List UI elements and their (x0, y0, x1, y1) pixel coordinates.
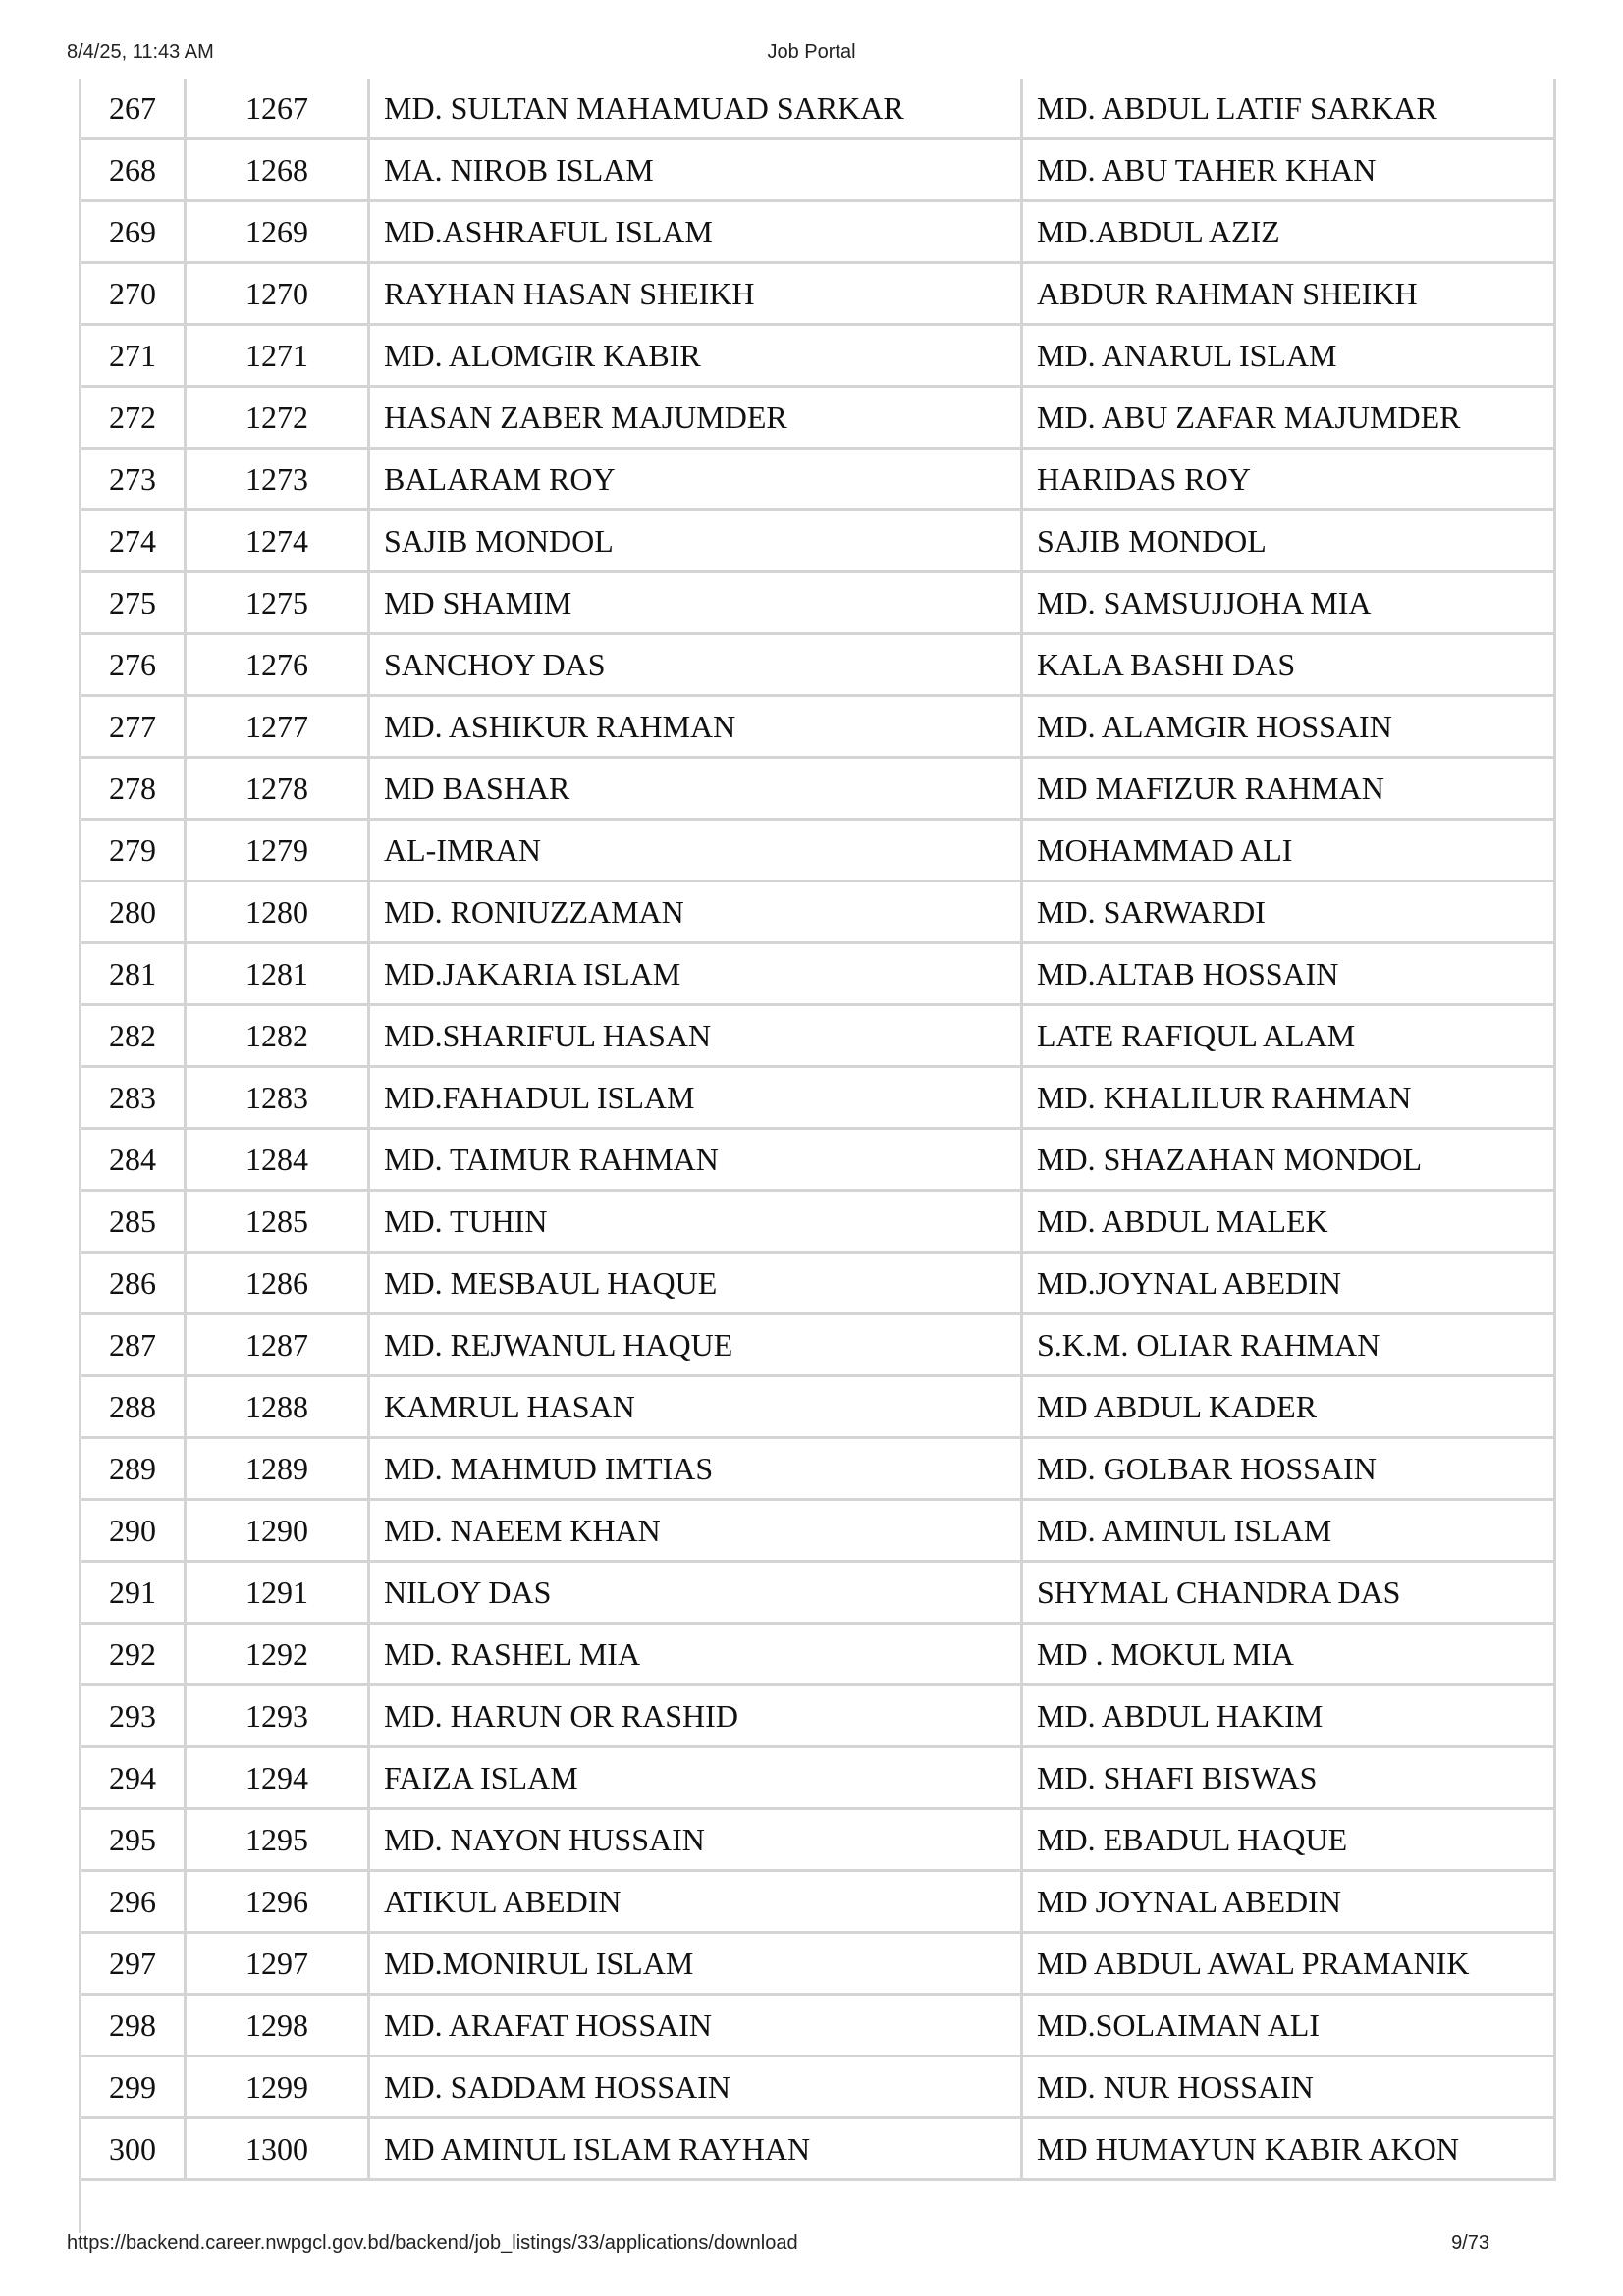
roll-cell: 1277 (187, 697, 370, 759)
serial-cell: 292 (79, 1625, 187, 1686)
applicant-name-cell: KAMRUL HASAN (370, 1377, 1023, 1439)
table-row (79, 1254, 1556, 1315)
roll-cell: 1283 (187, 1068, 370, 1130)
roll-cell: 1295 (187, 1810, 370, 1872)
father-name-cell: MD.ALTAB HOSSAIN (1023, 944, 1556, 1006)
serial-cell: 286 (79, 1254, 187, 1315)
applicant-table (79, 79, 1556, 2181)
serial-cell: 294 (79, 1748, 187, 1810)
father-name-cell: MD. GOLBAR HOSSAIN (1023, 1439, 1556, 1501)
roll-cell: 1297 (187, 1934, 370, 1996)
roll-cell: 1274 (187, 511, 370, 573)
applicant-name-cell: MD. ALOMGIR KABIR (370, 326, 1023, 388)
father-name-cell: MD.SOLAIMAN ALI (1023, 1996, 1556, 2057)
roll-cell: 1291 (187, 1563, 370, 1625)
father-name-cell: ABDUR RAHMAN SHEIKH (1023, 264, 1556, 326)
father-name-cell: MD. SARWARDI (1023, 882, 1556, 944)
applicant-name-cell: MD. SADDAM HOSSAIN (370, 2057, 1023, 2119)
roll-cell: 1278 (187, 759, 370, 821)
roll-cell: 1272 (187, 388, 370, 450)
father-name-cell: MD ABDUL AWAL PRAMANIK (1023, 1934, 1556, 1996)
father-name-cell: KALA BASHI DAS (1023, 635, 1556, 697)
father-name-cell: LATE RAFIQUL ALAM (1023, 1006, 1556, 1068)
serial-cell: 275 (79, 573, 187, 635)
father-name-cell: MD. NUR HOSSAIN (1023, 2057, 1556, 2119)
table-row (79, 2057, 1556, 2119)
applicant-table-body (79, 79, 1556, 2181)
serial-cell: 288 (79, 1377, 187, 1439)
roll-cell: 1279 (187, 821, 370, 882)
table-row (79, 202, 1556, 264)
father-name-cell: MD. SHAFI BISWAS (1023, 1748, 1556, 1810)
applicant-name-cell: MD.ASHRAFUL ISLAM (370, 202, 1023, 264)
page-title: Job Portal (767, 41, 856, 63)
table-row (79, 1006, 1556, 1068)
roll-cell: 1286 (187, 1254, 370, 1315)
roll-cell: 1270 (187, 264, 370, 326)
table-row (79, 1810, 1556, 1872)
father-name-cell: S.K.M. OLIAR RAHMAN (1023, 1315, 1556, 1377)
father-name-cell: MD . MOKUL MIA (1023, 1625, 1556, 1686)
table-row (79, 759, 1556, 821)
serial-cell: 270 (79, 264, 187, 326)
applicant-name-cell: MD. RASHEL MIA (370, 1625, 1023, 1686)
serial-cell: 283 (79, 1068, 187, 1130)
applicant-name-cell: MD BASHAR (370, 759, 1023, 821)
serial-cell: 298 (79, 1996, 187, 2057)
roll-cell: 1285 (187, 1192, 370, 1254)
applicant-name-cell: BALARAM ROY (370, 450, 1023, 511)
applicant-name-cell: MD SHAMIM (370, 573, 1023, 635)
applicant-name-cell: NILOY DAS (370, 1563, 1023, 1625)
table-row (79, 697, 1556, 759)
serial-cell: 281 (79, 944, 187, 1006)
father-name-cell: MD. ABU ZAFAR MAJUMDER (1023, 388, 1556, 450)
applicant-name-cell: MD. ASHIKUR RAHMAN (370, 697, 1023, 759)
roll-cell: 1299 (187, 2057, 370, 2119)
roll-cell: 1275 (187, 573, 370, 635)
applicant-name-cell: RAYHAN HASAN SHEIKH (370, 264, 1023, 326)
applicant-name-cell: MD.JAKARIA ISLAM (370, 944, 1023, 1006)
applicant-name-cell: MD. MAHMUD IMTIAS (370, 1439, 1023, 1501)
roll-cell: 1273 (187, 450, 370, 511)
table-row (79, 1501, 1556, 1563)
print-datetime: 8/4/25, 11:43 AM (67, 41, 214, 63)
serial-cell: 295 (79, 1810, 187, 1872)
roll-cell: 1276 (187, 635, 370, 697)
table-row (79, 1130, 1556, 1192)
table-row (79, 1439, 1556, 1501)
roll-cell: 1293 (187, 1686, 370, 1748)
roll-cell: 1271 (187, 326, 370, 388)
serial-cell: 273 (79, 450, 187, 511)
roll-cell: 1281 (187, 944, 370, 1006)
roll-cell: 1289 (187, 1439, 370, 1501)
father-name-cell: MD. EBADUL HAQUE (1023, 1810, 1556, 1872)
roll-cell: 1298 (187, 1996, 370, 2057)
table-row (79, 1068, 1556, 1130)
father-name-cell: MD. ABDUL MALEK (1023, 1192, 1556, 1254)
applicant-name-cell: ATIKUL ABEDIN (370, 1872, 1023, 1934)
roll-cell: 1294 (187, 1748, 370, 1810)
table-row (79, 140, 1556, 202)
serial-cell: 291 (79, 1563, 187, 1625)
serial-cell: 272 (79, 388, 187, 450)
father-name-cell: MD.ABDUL AZIZ (1023, 202, 1556, 264)
applicant-name-cell: MD. ARAFAT HOSSAIN (370, 1996, 1023, 2057)
serial-cell: 297 (79, 1934, 187, 1996)
serial-cell: 278 (79, 759, 187, 821)
father-name-cell: MD.JOYNAL ABEDIN (1023, 1254, 1556, 1315)
table-row (79, 388, 1556, 450)
father-name-cell: MD. SAMSUJJOHA MIA (1023, 573, 1556, 635)
page-number: 9/73 (1451, 2232, 1489, 2254)
applicant-name-cell: SAJIB MONDOL (370, 511, 1023, 573)
serial-cell: 285 (79, 1192, 187, 1254)
table-row (79, 1625, 1556, 1686)
serial-cell: 279 (79, 821, 187, 882)
table-row (79, 326, 1556, 388)
applicant-name-cell: SANCHOY DAS (370, 635, 1023, 697)
applicant-name-cell: MD. SULTAN MAHAMUAD SARKAR (370, 79, 1023, 140)
serial-cell: 269 (79, 202, 187, 264)
father-name-cell: MOHAMMAD ALI (1023, 821, 1556, 882)
applicant-name-cell: MD AMINUL ISLAM RAYHAN (370, 2119, 1023, 2181)
page-url: https://backend.career.nwpgcl.gov.bd/backend/job_listings/33/applications/download (67, 2232, 798, 2254)
roll-cell: 1292 (187, 1625, 370, 1686)
serial-cell: 284 (79, 1130, 187, 1192)
serial-cell: 289 (79, 1439, 187, 1501)
applicant-name-cell: MD.FAHADUL ISLAM (370, 1068, 1023, 1130)
table-row (79, 1996, 1556, 2057)
applicant-name-cell: MD. NAEEM KHAN (370, 1501, 1023, 1563)
father-name-cell: MD MAFIZUR RAHMAN (1023, 759, 1556, 821)
roll-cell: 1287 (187, 1315, 370, 1377)
roll-cell: 1288 (187, 1377, 370, 1439)
father-name-cell: MD JOYNAL ABEDIN (1023, 1872, 1556, 1934)
serial-cell: 271 (79, 326, 187, 388)
applicant-name-cell: MD.MONIRUL ISLAM (370, 1934, 1023, 1996)
applicant-name-cell: MA. NIROB ISLAM (370, 140, 1023, 202)
father-name-cell: MD. SHAZAHAN MONDOL (1023, 1130, 1556, 1192)
applicant-name-cell: MD. NAYON HUSSAIN (370, 1810, 1023, 1872)
print-header (67, 41, 1556, 71)
table-row (79, 79, 1556, 140)
applicant-name-cell: MD. REJWANUL HAQUE (370, 1315, 1023, 1377)
table-row (79, 2119, 1556, 2181)
father-name-cell: MD. KHALILUR RAHMAN (1023, 1068, 1556, 1130)
table-row (79, 1315, 1556, 1377)
serial-cell: 267 (79, 79, 187, 140)
father-name-cell: SHYMAL CHANDRA DAS (1023, 1563, 1556, 1625)
roll-cell: 1284 (187, 1130, 370, 1192)
serial-cell: 293 (79, 1686, 187, 1748)
father-name-cell: MD. ANARUL ISLAM (1023, 326, 1556, 388)
roll-cell: 1282 (187, 1006, 370, 1068)
applicant-table-container (79, 79, 1556, 2181)
serial-cell: 277 (79, 697, 187, 759)
father-name-cell: MD. ABU TAHER KHAN (1023, 140, 1556, 202)
roll-cell: 1296 (187, 1872, 370, 1934)
table-row (79, 944, 1556, 1006)
roll-cell: 1300 (187, 2119, 370, 2181)
roll-cell: 1280 (187, 882, 370, 944)
serial-cell: 274 (79, 511, 187, 573)
serial-cell: 296 (79, 1872, 187, 1934)
serial-cell: 287 (79, 1315, 187, 1377)
father-name-cell: MD HUMAYUN KABIR AKON (1023, 2119, 1556, 2181)
roll-cell: 1268 (187, 140, 370, 202)
serial-cell: 290 (79, 1501, 187, 1563)
father-name-cell: MD. ABDUL HAKIM (1023, 1686, 1556, 1748)
table-row (79, 511, 1556, 573)
table-row (79, 1192, 1556, 1254)
serial-cell: 276 (79, 635, 187, 697)
print-footer (67, 2232, 1556, 2262)
father-name-cell: SAJIB MONDOL (1023, 511, 1556, 573)
applicant-name-cell: AL-IMRAN (370, 821, 1023, 882)
table-row (79, 450, 1556, 511)
applicant-name-cell: MD. TUHIN (370, 1192, 1023, 1254)
table-row (79, 1563, 1556, 1625)
serial-cell: 282 (79, 1006, 187, 1068)
table-row (79, 264, 1556, 326)
applicant-name-cell: FAIZA ISLAM (370, 1748, 1023, 1810)
applicant-name-cell: MD. HARUN OR RASHID (370, 1686, 1023, 1748)
table-row (79, 882, 1556, 944)
serial-cell: 299 (79, 2057, 187, 2119)
table-row (79, 1377, 1556, 1439)
applicant-name-cell: HASAN ZABER MAJUMDER (370, 388, 1023, 450)
father-name-cell: MD. ALAMGIR HOSSAIN (1023, 697, 1556, 759)
table-row (79, 635, 1556, 697)
table-row (79, 1872, 1556, 1934)
applicant-name-cell: MD. TAIMUR RAHMAN (370, 1130, 1023, 1192)
roll-cell: 1267 (187, 79, 370, 140)
serial-cell: 280 (79, 882, 187, 944)
applicant-name-cell: MD. MESBAUL HAQUE (370, 1254, 1023, 1315)
applicant-name-cell: MD.SHARIFUL HASAN (370, 1006, 1023, 1068)
table-row (79, 1748, 1556, 1810)
serial-cell: 300 (79, 2119, 187, 2181)
father-name-cell: HARIDAS ROY (1023, 450, 1556, 511)
table-row (79, 573, 1556, 635)
roll-cell: 1269 (187, 202, 370, 264)
serial-cell: 268 (79, 140, 187, 202)
father-name-cell: MD ABDUL KADER (1023, 1377, 1556, 1439)
table-row (79, 821, 1556, 882)
roll-cell: 1290 (187, 1501, 370, 1563)
table-row (79, 1934, 1556, 1996)
applicant-name-cell: MD. RONIUZZAMAN (370, 882, 1023, 944)
father-name-cell: MD. AMINUL ISLAM (1023, 1501, 1556, 1563)
table-row (79, 1686, 1556, 1748)
father-name-cell: MD. ABDUL LATIF SARKAR (1023, 79, 1556, 140)
